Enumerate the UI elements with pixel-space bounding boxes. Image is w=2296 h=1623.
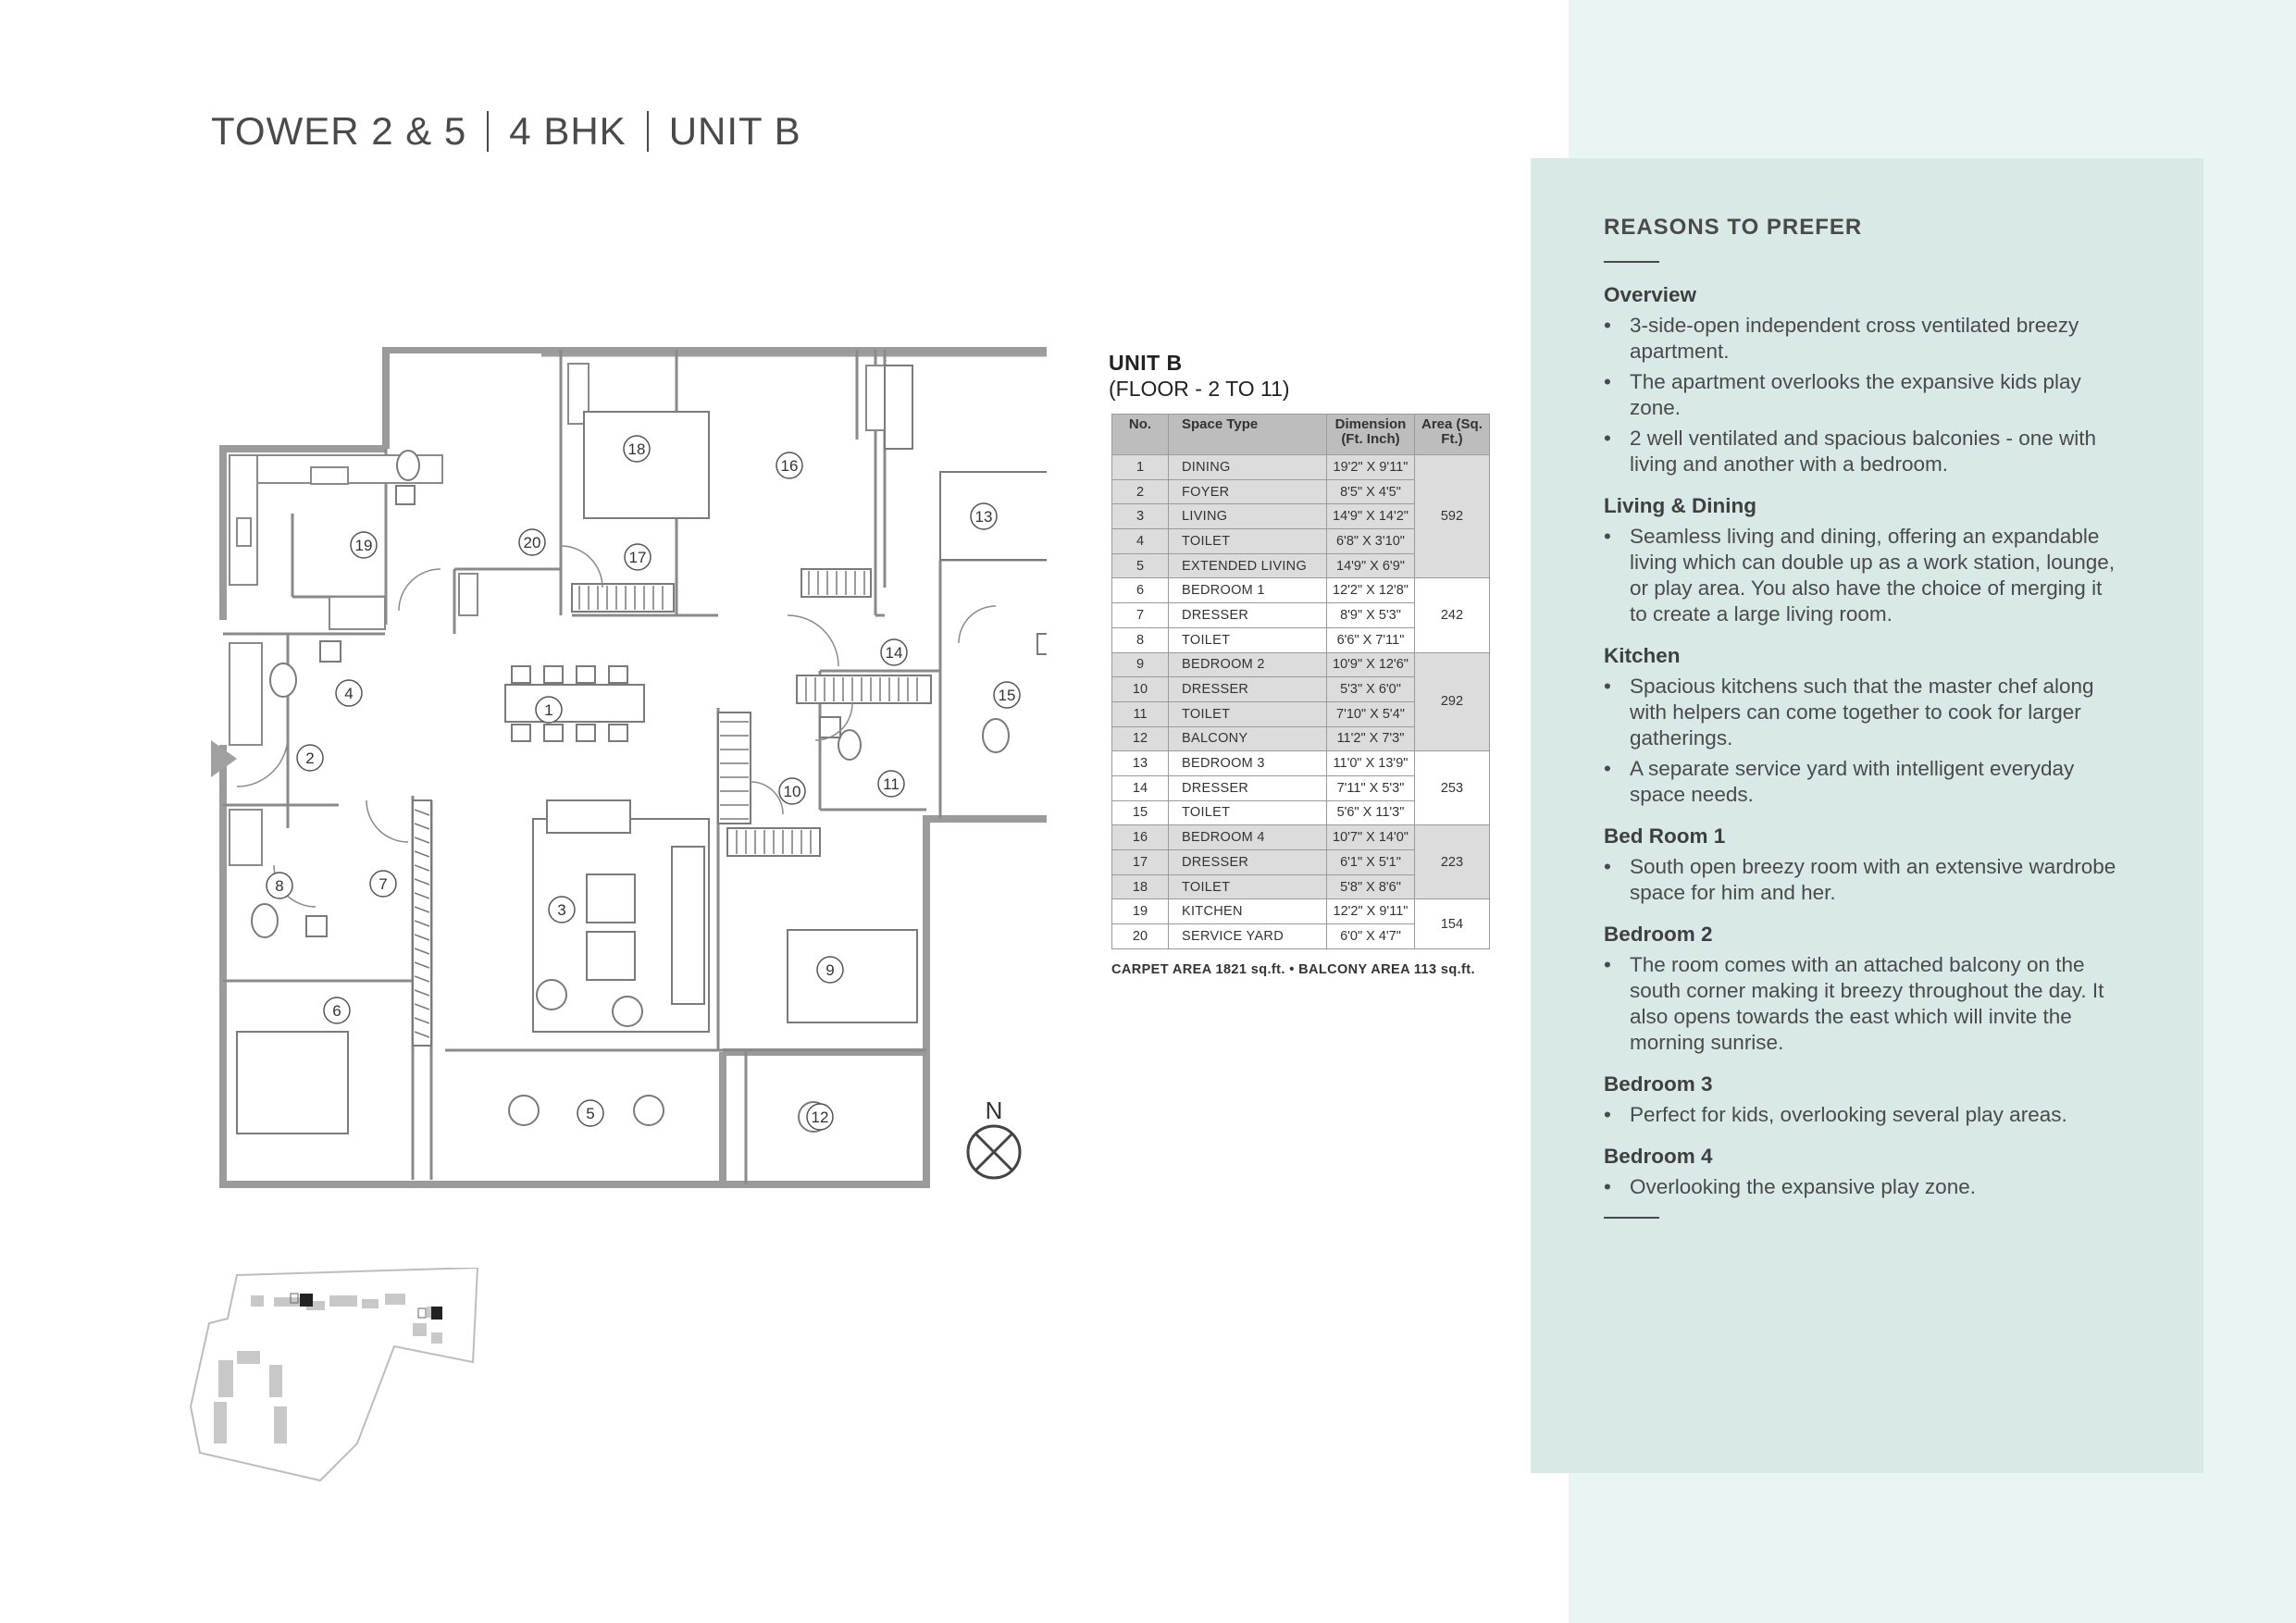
area-group-6: 154 [1414,899,1489,948]
key-plan-tower-2 [300,1294,313,1307]
section-title: Kitchen [1604,644,1681,667]
bed-1 [237,1032,348,1134]
plan-label-6: 6 [332,1002,341,1020]
key-plan-tower-5 [431,1307,442,1319]
plan-label-7: 7 [379,875,388,893]
section-kitchen [1604,644,2122,808]
table-row: 11 TOILET 7'10" X 5'4" [1112,701,1490,726]
plan-label-5: 5 [586,1105,595,1122]
section-bedroom-2 [1604,923,2122,1056]
section-title: Living & Dining [1604,494,1756,517]
header-space: Space Type [1169,415,1327,455]
section-title: Overview [1604,283,1697,306]
table-row: 19 KITCHEN 12'2" X 9'11" 154 [1112,899,1490,924]
section-bedroom-1 [1604,824,2122,906]
section-title: Bed Room 1 [1604,824,1726,848]
list-item: • 2 well ventilated and spacious balconies - one with living and another with a bedroom. [1604,426,2122,477]
plan-label-9: 9 [825,961,835,979]
section-title: Bedroom 4 [1604,1145,1713,1168]
reasons-heading: REASONS TO PREFER [1604,215,1863,240]
table-row: 8 TOILET 6'6" X 7'11" [1112,627,1490,652]
compass-north-label: N [985,1096,1003,1124]
area-group-1: 592 [1414,455,1489,578]
title-tower: TOWER 2 & 5 [211,109,467,153]
section-bedroom-4 [1604,1145,2122,1200]
section-title: Bedroom 3 [1604,1072,1713,1096]
table-row: 14 DRESSER 7'11" X 5'3" [1112,775,1490,800]
plan-label-20: 20 [523,534,541,551]
list-item: • The apartment overlooks the expansive kids play zone. [1604,369,2122,421]
table-row: 20 SERVICE YARD 6'0" X 4'7" [1112,924,1490,949]
table-row: 4 TOILET 6'8" X 3'10" [1112,529,1490,554]
list-item: • The room comes with an attached balcony on the south corner making it breezy throughout the day. It also opens towards the east which will invite the morning sunrise. [1604,952,2122,1056]
header-dimension: Dimension (Ft. Inch) [1327,415,1415,455]
page-title [211,109,801,154]
plan-label-16: 16 [780,457,799,475]
plan-label-1: 1 [544,701,553,719]
plan-label-2: 2 [305,750,315,767]
title-unit: UNIT B [668,109,801,153]
unit-name: UNIT B [1109,351,1183,375]
divider [1604,261,1659,263]
plan-label-11: 11 [883,775,900,793]
plan-label-14: 14 [885,644,903,662]
area-group-5: 223 [1414,825,1489,899]
title-bhk: 4 BHK [509,109,627,153]
divider [1604,1217,1659,1219]
plan-label-10: 10 [783,783,801,800]
list-item: • Overlooking the expansive play zone. [1604,1174,2122,1200]
plan-label-17: 17 [628,549,647,566]
unit-heading [1109,350,1290,402]
outer-wall [386,350,1047,1052]
plan-label-12: 12 [811,1109,829,1126]
section-title: Bedroom 2 [1604,923,1713,946]
compass-icon [968,1096,1020,1178]
plan-label-13: 13 [974,508,993,526]
table-row: 1 DINING 19'2" X 9'11" 592 [1112,455,1490,480]
area-group-3: 292 [1414,652,1489,751]
header-no: No. [1112,415,1169,455]
site-key-plan [181,1268,487,1490]
table-row: 3 LIVING 14'9" X 14'2" [1112,504,1490,529]
table-row: 6 BEDROOM 1 12'2" X 12'8" 242 [1112,578,1490,603]
table-row: 12 BALCONY 11'2" X 7'3" [1112,726,1490,751]
list-item: • 3-side-open independent cross ventilated breezy apartment. [1604,313,2122,365]
table-row: 15 TOILET 5'6" X 11'3" [1112,800,1490,825]
table-row: 9 BEDROOM 2 10'9" X 12'6" 292 [1112,652,1490,677]
dining-table [505,685,644,722]
list-item: • Seamless living and dining, offering an expandable living which can double up as a work station, lounge, or play area. You also have the choice of merging it to create a large living room. [1604,524,2122,627]
title-separator [647,111,649,152]
plan-label-3: 3 [557,901,566,919]
unit-floors: (FLOOR - 2 TO 11) [1109,377,1290,401]
table-row: 17 DRESSER 6'1" X 5'1" [1112,850,1490,875]
list-item: • South open breezy room with an extensive wardrobe space for him and her. [1604,854,2122,906]
plan-label-19: 19 [354,537,373,554]
table-row: 18 TOILET 5'8" X 8'6" [1112,874,1490,899]
table-row: 16 BEDROOM 4 10'7" X 14'0" 223 [1112,825,1490,850]
title-separator [487,111,489,152]
table-row: 2 FOYER 8'5" X 4'5" [1112,479,1490,504]
table-row: 7 DRESSER 8'9" X 5'3" [1112,603,1490,628]
list-item: • Spacious kitchens such that the master chef along with helpers can come together to cook for larger gatherings. [1604,674,2122,751]
table-row: 10 DRESSER 5'3" X 6'0" [1112,677,1490,702]
list-item: • A separate service yard with intelligent everyday space needs. [1604,756,2122,808]
table-row: 5 EXTENDED LIVING 14'9" X 6'9" [1112,553,1490,578]
plan-label-15: 15 [998,687,1016,704]
section-living-dining [1604,494,2122,627]
reasons-to-prefer [1604,215,2122,1239]
plan-label-18: 18 [627,440,646,458]
table-header-row [1112,415,1490,455]
area-group-4: 253 [1414,751,1489,825]
area-group-2: 242 [1414,578,1489,652]
plan-label-8: 8 [275,877,284,895]
section-bedroom-3 [1604,1072,2122,1128]
carpet-area-note: CARPET AREA 1821 sq.ft. • BALCONY AREA 113 sq.ft. [1111,962,1475,977]
section-overview [1604,283,2122,477]
plan-label-4: 4 [344,685,354,702]
header-area: Area (Sq. Ft.) [1414,415,1489,455]
table-row: 13 BEDROOM 3 11'0" X 13'9" 253 [1112,751,1490,776]
floor-plan [181,347,1047,1198]
list-item: • Perfect for kids, overlooking several play areas. [1604,1102,2122,1128]
area-table [1111,414,1490,949]
